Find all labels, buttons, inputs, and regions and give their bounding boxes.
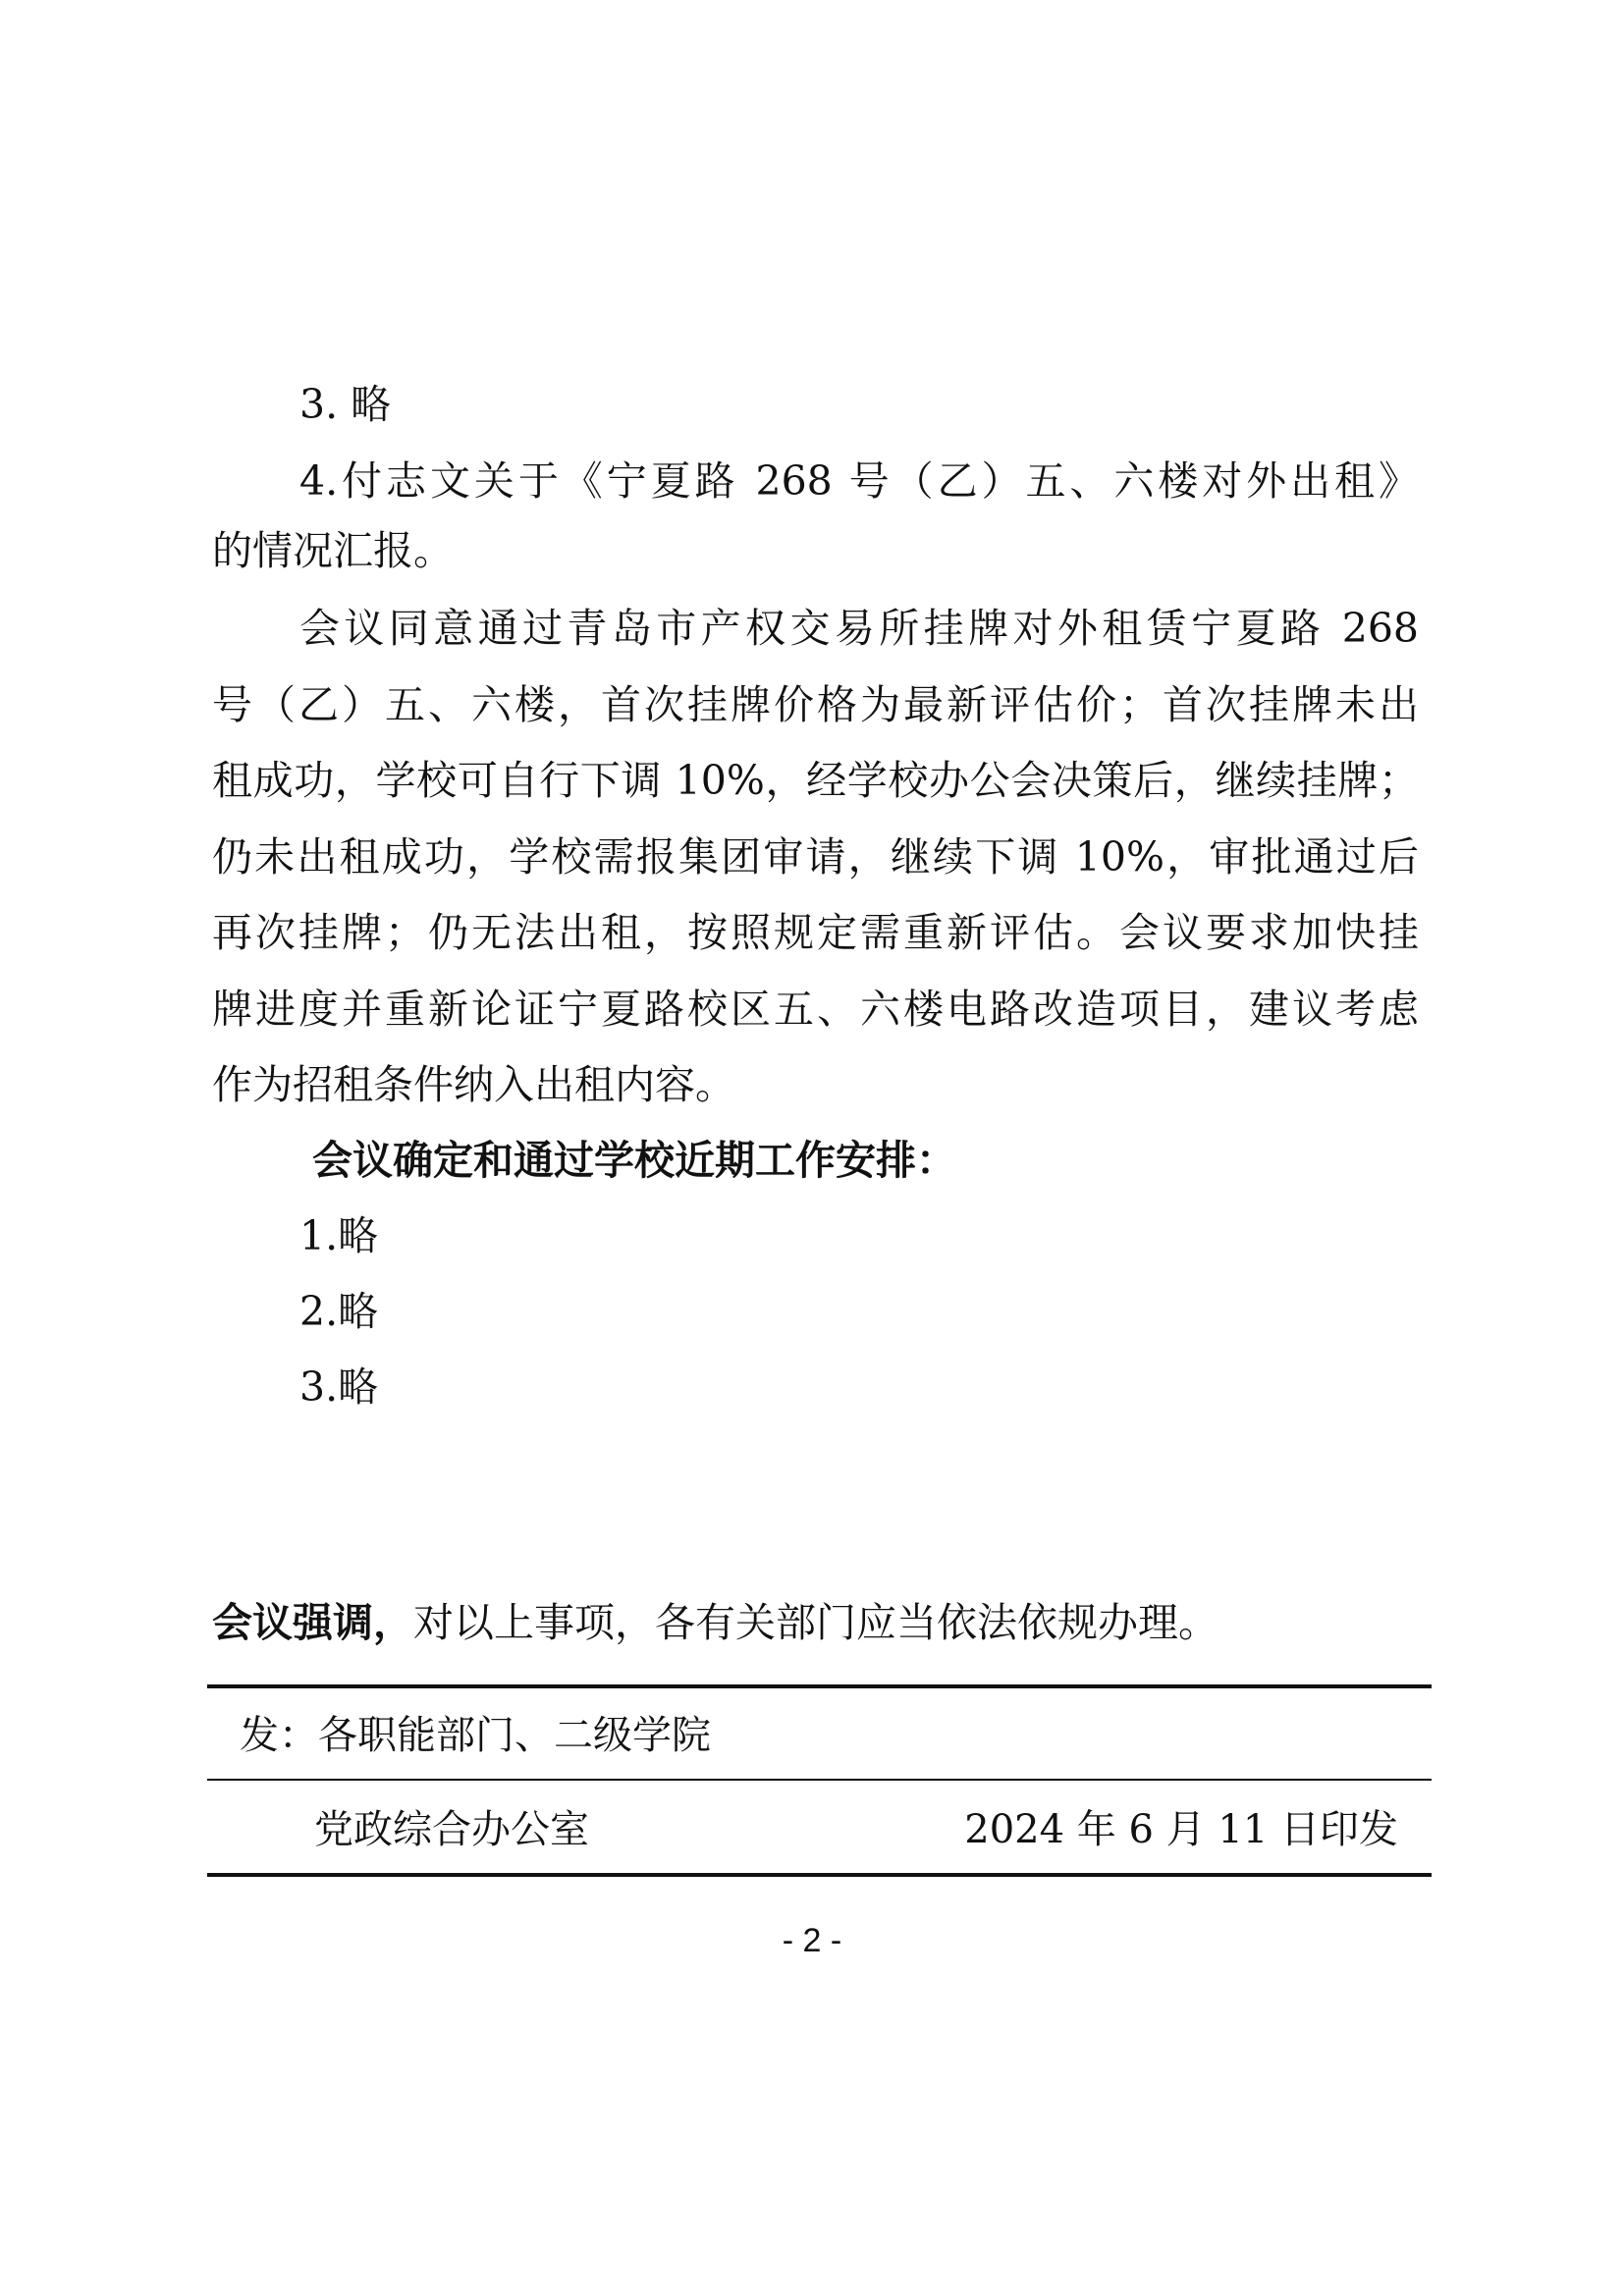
paragraph-line-6: 牌进度并重新论证宁夏路校区五、六楼电路改造项目，建议考虑 [212,986,1419,1033]
emphasis-line [212,1593,1218,1652]
footer-bottom-rule [207,1873,1432,1877]
paragraph-line-4: 仍未出租成功，学校需报集团审请，继续下调 10%，审批通过后 [212,833,1419,881]
item-4-line-1: 4.付志文关于《宁夏路 268 号（乙）五、六楼对外出租》 [299,457,1419,505]
emphasis-rest: 对以上事项，各有关部门应当依法依规办理。 [413,1599,1218,1646]
paragraph-line-3: 租成功，学校可自行下调 10%，经学校办公会决策后，继续挂牌； [212,757,1419,804]
work-item-3: 3.略 [299,1363,379,1411]
issue-date: 2024 年 6 月 11 日印发 [964,1807,1398,1852]
footer-middle-rule [207,1779,1432,1781]
paragraph-line-1: 会议同意通过青岛市产权交易所挂牌对外租赁宁夏路 268 [299,605,1419,652]
item-4-line-2: 的情况汇报。 [212,527,454,574]
paragraph-line-2: 号（乙）五、六楼，首次挂牌价格为最新评估价；首次挂牌未出 [212,681,1419,728]
distribution-line: 发：各职能部门、二级学院 [240,1713,711,1758]
work-item-1: 1.略 [299,1212,379,1259]
page-number: - 2 - [782,1922,842,1959]
work-item-2: 2.略 [299,1288,379,1335]
emphasis-bold: 会议强调， [212,1599,413,1646]
paragraph-line-5: 再次挂牌；仍无法出租，按照规定需重新评估。会议要求加快挂 [212,909,1419,956]
section-heading: 会议确定和通过学校近期工作安排： [312,1137,956,1184]
item-3-top: 3. 略 [299,381,392,428]
issuer: 党政综合办公室 [314,1807,589,1852]
footer-top-rule [207,1684,1432,1688]
paragraph-line-7: 作为招租条件纳入出租内容。 [212,1061,735,1108]
